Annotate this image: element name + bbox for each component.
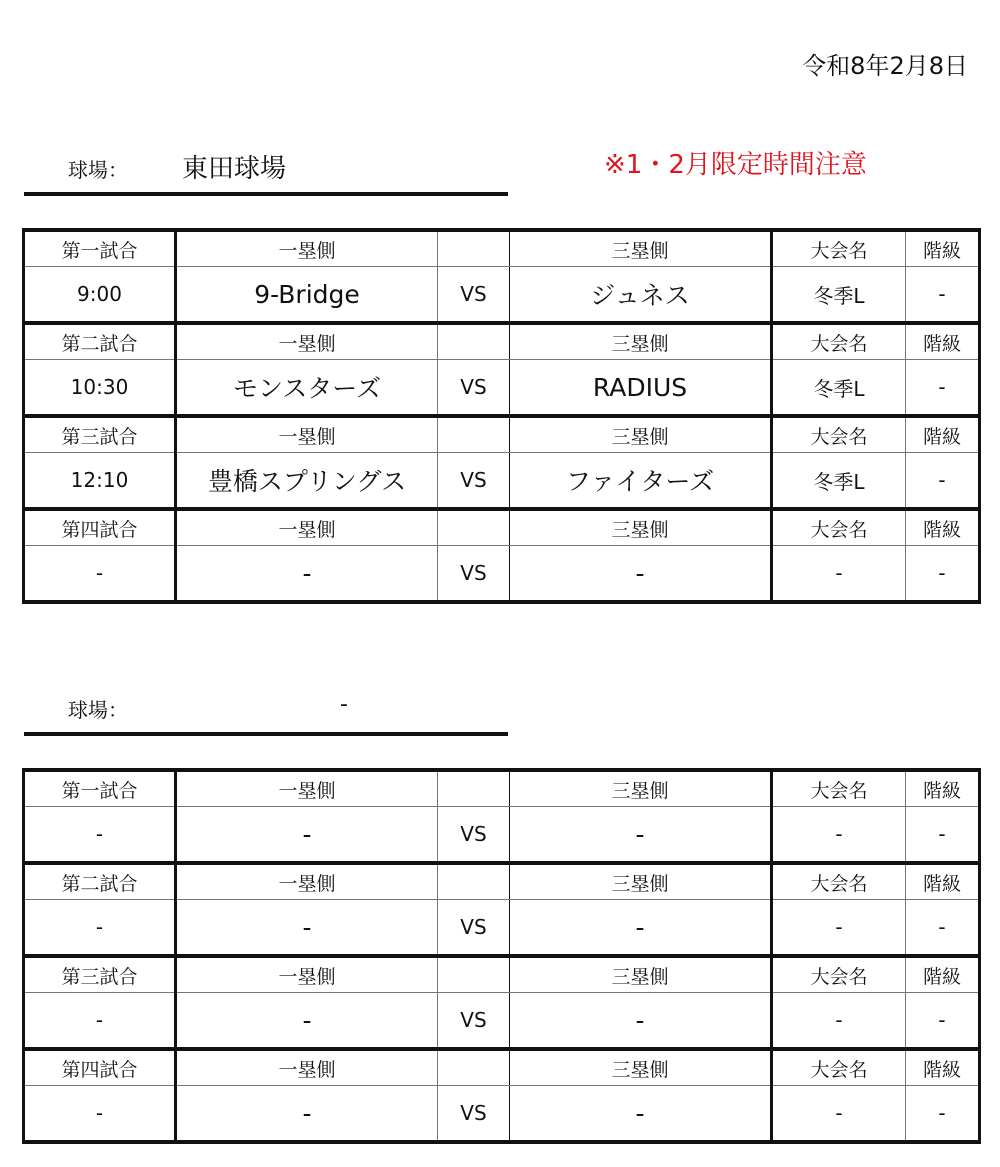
vs-header-blank xyxy=(438,416,510,453)
tournament-name: - xyxy=(772,1086,906,1143)
tournament-name: - xyxy=(772,546,906,603)
game-time: - xyxy=(24,993,176,1050)
tournament-name: 冬季L xyxy=(772,453,906,510)
game-row xyxy=(24,1086,980,1143)
third-base-team: - xyxy=(510,546,772,603)
schedule-table-2 xyxy=(22,768,981,1144)
grade-header: 階級 xyxy=(906,416,980,453)
game-row xyxy=(24,807,980,864)
first-base-team: - xyxy=(176,807,438,864)
first-base-header: 一塁側 xyxy=(176,956,438,993)
first-base-header: 一塁側 xyxy=(176,1049,438,1086)
grade-header: 階級 xyxy=(906,1049,980,1086)
first-base-header: 一塁側 xyxy=(176,509,438,546)
third-base-header: 三塁側 xyxy=(510,509,772,546)
grade-value: - xyxy=(906,360,980,417)
game-time: - xyxy=(24,807,176,864)
game-title: 第三試合 xyxy=(24,416,176,453)
game-title: 第二試合 xyxy=(24,323,176,360)
grade-value: - xyxy=(906,267,980,324)
game-title: 第四試合 xyxy=(24,1049,176,1086)
game-header-row xyxy=(24,509,980,546)
third-base-header: 三塁側 xyxy=(510,1049,772,1086)
venue-label: 球場： xyxy=(68,158,128,182)
venue-header-2 xyxy=(24,688,508,736)
tournament-header: 大会名 xyxy=(772,416,906,453)
grade-header: 階級 xyxy=(906,509,980,546)
tournament-name: - xyxy=(772,993,906,1050)
vs-label: VS xyxy=(438,1086,510,1143)
vs-label: VS xyxy=(438,900,510,957)
first-base-team: - xyxy=(176,900,438,957)
vs-header-blank xyxy=(438,509,510,546)
vs-label: VS xyxy=(438,360,510,417)
venue-name: 東田球場 xyxy=(182,154,287,184)
game-row xyxy=(24,900,980,957)
game-header-row xyxy=(24,230,980,267)
tournament-header: 大会名 xyxy=(772,1049,906,1086)
grade-value: - xyxy=(906,900,980,957)
tournament-name: - xyxy=(772,807,906,864)
first-base-header: 一塁側 xyxy=(176,770,438,807)
third-base-header: 三塁側 xyxy=(510,416,772,453)
grade-header: 階級 xyxy=(906,956,980,993)
game-row xyxy=(24,267,980,324)
first-base-header: 一塁側 xyxy=(176,863,438,900)
tournament-name: 冬季L xyxy=(772,360,906,417)
game-header-row xyxy=(24,1049,980,1086)
game-row xyxy=(24,453,980,510)
grade-header: 階級 xyxy=(906,770,980,807)
first-base-header: 一塁側 xyxy=(176,230,438,267)
tournament-header: 大会名 xyxy=(772,230,906,267)
game-header-row xyxy=(24,323,980,360)
first-base-team: 9-Bridge xyxy=(176,267,438,324)
first-base-team: 豊橋スプリングス xyxy=(176,453,438,510)
tournament-header: 大会名 xyxy=(772,956,906,993)
grade-value: - xyxy=(906,807,980,864)
document-date: 令和8年2月8日 xyxy=(802,52,968,80)
vs-label: VS xyxy=(438,993,510,1050)
third-base-header: 三塁側 xyxy=(510,770,772,807)
game-header-row xyxy=(24,770,980,807)
third-base-header: 三塁側 xyxy=(510,863,772,900)
tournament-header: 大会名 xyxy=(772,770,906,807)
game-header-row xyxy=(24,956,980,993)
grade-value: - xyxy=(906,1086,980,1143)
vs-header-blank xyxy=(438,230,510,267)
vs-label: VS xyxy=(438,453,510,510)
first-base-team: - xyxy=(176,993,438,1050)
grade-header: 階級 xyxy=(906,323,980,360)
third-base-team: ジュネス xyxy=(510,267,772,324)
game-title: 第四試合 xyxy=(24,509,176,546)
third-base-team: RADIUS xyxy=(510,360,772,417)
grade-header: 階級 xyxy=(906,230,980,267)
vs-label: VS xyxy=(438,267,510,324)
game-title: 第三試合 xyxy=(24,956,176,993)
game-header-row xyxy=(24,416,980,453)
third-base-team: - xyxy=(510,900,772,957)
game-title: 第一試合 xyxy=(24,770,176,807)
vs-header-blank xyxy=(438,323,510,360)
tournament-header: 大会名 xyxy=(772,509,906,546)
first-base-team: - xyxy=(176,1086,438,1143)
game-time: - xyxy=(24,900,176,957)
third-base-team: - xyxy=(510,993,772,1050)
vs-header-blank xyxy=(438,863,510,900)
venue-name: - xyxy=(340,692,348,717)
third-base-header: 三塁側 xyxy=(510,323,772,360)
third-base-team: - xyxy=(510,1086,772,1143)
tournament-name: 冬季L xyxy=(772,267,906,324)
vs-header-blank xyxy=(438,956,510,993)
first-base-team: モンスターズ xyxy=(176,360,438,417)
grade-value: - xyxy=(906,546,980,603)
grade-value: - xyxy=(906,453,980,510)
vs-label: VS xyxy=(438,807,510,864)
first-base-header: 一塁側 xyxy=(176,416,438,453)
third-base-header: 三塁側 xyxy=(510,230,772,267)
first-base-header: 一塁側 xyxy=(176,323,438,360)
vs-header-blank xyxy=(438,1049,510,1086)
venue-label: 球場： xyxy=(68,698,128,722)
grade-value: - xyxy=(906,993,980,1050)
tournament-header: 大会名 xyxy=(772,863,906,900)
game-time: 12:10 xyxy=(24,453,176,510)
game-time: 10:30 xyxy=(24,360,176,417)
game-title: 第二試合 xyxy=(24,863,176,900)
vs-header-blank xyxy=(438,770,510,807)
third-base-header: 三塁側 xyxy=(510,956,772,993)
vs-label: VS xyxy=(438,546,510,603)
tournament-name: - xyxy=(772,900,906,957)
game-row xyxy=(24,360,980,417)
game-time: - xyxy=(24,1086,176,1143)
game-row xyxy=(24,993,980,1050)
tournament-header: 大会名 xyxy=(772,323,906,360)
game-header-row xyxy=(24,863,980,900)
game-time: 9:00 xyxy=(24,267,176,324)
game-title: 第一試合 xyxy=(24,230,176,267)
game-time: - xyxy=(24,546,176,603)
schedule-table-1 xyxy=(22,228,981,604)
venue-header-1 xyxy=(24,148,508,196)
time-notice: ※1・2月限定時間注意 xyxy=(604,150,867,180)
grade-header: 階級 xyxy=(906,863,980,900)
game-row xyxy=(24,546,980,603)
third-base-team: ファイターズ xyxy=(510,453,772,510)
third-base-team: - xyxy=(510,807,772,864)
first-base-team: - xyxy=(176,546,438,603)
